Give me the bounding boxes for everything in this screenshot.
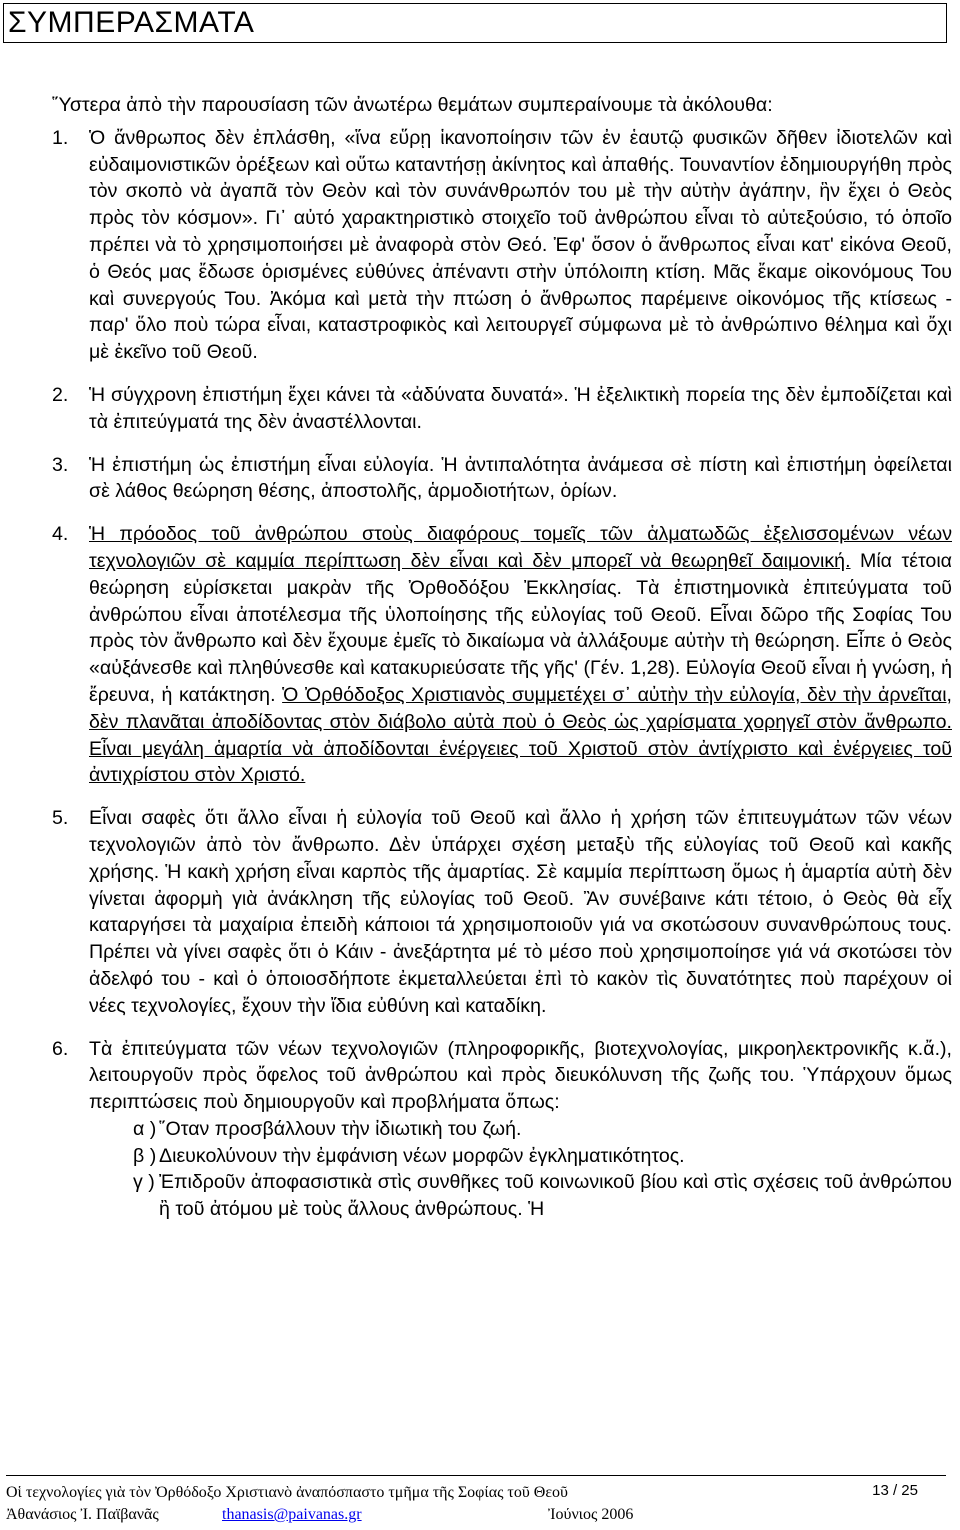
list-item-3 xyxy=(52,452,952,506)
footer-email-link[interactable]: thanasis@paivanas.gr xyxy=(222,1506,362,1523)
sub-item-a xyxy=(133,1116,952,1143)
item-text: Τὰ ἐπιτεύγματα τῶν νέων τεχνολογιῶν (πληροφορικῆς, βιοτεχνολογίας, μικροηλεκτρονικῆς κ.ἄ.), λειτουργοῦν πρὸς ὄφελος τοῦ ἀνθρώπου καὶ πρὸς διευκόλυνση τῆς ζωῆς του. Ὑπάρχουν ὅμως περιπτώσεις ποὺ δημιουργοῦν καὶ προβλήματα ὅπως: xyxy=(89,1037,952,1114)
document-body xyxy=(52,92,952,1223)
footer-author: Ἀθανάσιος Ἰ. Παϊβανᾶς xyxy=(6,1506,159,1523)
item-text xyxy=(89,521,952,789)
plain-text: Μία τέτοια θεώρηση εὑρίσκεται μακρὰν τῆς Ὀρθοδόξου Ἐκκλησίας. Τὰ ἐπιστημονικὰ ἐπιτεύγματα τοῦ ἀνθρώπου εἶναι ἀποτέλεσμα τῆς ὑλοποίησης τῆς εὐλογίας τοῦ Θεοῦ. Εἶναι δῶρο τῆς Σοφίας Του πρὸς τὸν ἄνθρωπο καὶ δὲν ἔχουμε ἐμεῖς τὸ δικαίωμα νὰ ἀλλάξουμε αὐτὴν τὴ θεώρηση. Εἶπε ὁ Θεὸς «αὐξάνεσθε καὶ πληθύνεσθε καὶ κατακυριεύσατε τῆς γῆς' (Γέν. 1,28). Εὐλογία Θεοῦ εἶναι ἡ γνώση, ἡ ἔρευνα, ἡ κατάκτηση. xyxy=(89,549,952,706)
sub-list xyxy=(89,1116,952,1223)
item-number: 1. xyxy=(52,126,69,149)
item-number: 6. xyxy=(52,1037,69,1060)
list-item-6 xyxy=(52,1036,952,1224)
sub-marker: α ) xyxy=(133,1117,157,1140)
footer-title: Οἱ τεχνολογίες γιὰ τὸν Ὀρθόδοξο Χριστιανὸ ἀναπόσπαστο τμῆμα τῆς Σοφίας τοῦ Θεοῦ xyxy=(6,1484,568,1501)
sub-item-c xyxy=(133,1169,952,1223)
sub-text: ῞Οταν προσβάλλουν τὴν ἰδιωτικὴ του ζωή. xyxy=(159,1117,522,1140)
underlined-text: Ὁ Ὀρθόδοξος Χριστιανὸς συμμετέχει σ᾽ αὐτὴν τὴν εὐλογία, δὲν τὴν ἀρνεῖται, δὲν πλανᾶται ἀποδίδοντας στὸν διάβολο αὐτὰ ποὺ ὁ Θεὸς ὡς χαρίσματα χορηγεῖ στὸν ἄνθρωπο. Εἶναι μεγάλη ἁμαρτία νὰ ἀποδίδονται ἐνέργειες τοῦ Χριστοῦ στὸν ἀντίχριστο καὶ ἐνέργειες τοῦ ἀντιχρίστου στὸν Χριστό. xyxy=(89,683,953,787)
sub-text: Ἐπιδροῦν ἀποφασιστικὰ στὶς συνθῆκες τοῦ κοινωνικοῦ βίου καὶ στὶς σχέσεις τοῦ ἀνθρώπου ἢ τοῦ ἀτόμου μὲ τοὺς ἄλλους ἀνθρώπους. Ἡ xyxy=(159,1171,952,1221)
sub-text: Διευκολύνουν τὴν ἐμφάνιση νέων μορφῶν ἐγκληματικότητος. xyxy=(159,1144,685,1167)
list-item-4 xyxy=(52,521,952,789)
item-number: 2. xyxy=(52,383,69,406)
list-item-2 xyxy=(52,382,952,436)
item-number: 4. xyxy=(52,523,69,546)
item-number: 5. xyxy=(52,807,69,830)
item-text: Ἡ ἐπιστήμη ὡς ἐπιστήμη εἶναι εὐλογία. Ἡ ἀντιπαλότητα ἀνάμεσα σὲ πίστη καὶ ἐπιστήμη ὀφείλεται σὲ λάθος θεώρηση θέσης, ἀποστολῆς, ἁρμοδιοτήτων, ὁρίων. xyxy=(89,453,952,503)
page-footer xyxy=(6,1480,946,1528)
item-text: Εἶναι σαφὲς ὅτι ἄλλο εἶναι ἡ εὐλογία τοῦ Θεοῦ καὶ ἄλλο ἡ χρήση τῶν ἐπιτευγμάτων τῶν νέων τεχνολογιῶν ἀπὸ τὸν ἄνθρωπο. Δὲν ὑπάρχει σχέση μεταξὺ τῆς εὐλογίας τοῦ Θεοῦ καὶ κακῆς χρήσης. Ἡ κακὴ χρήση εἶναι καρπὸς τῆς ἁμαρτίας. Σὲ καμμία περίπτωση ὅμως ἡ ἁμαρτία αὐτὴ δὲν γίνεται ἀφορμὴ γιὰ ἀνάκληση τῆς εὐλογίας τοῦ Θεοῦ. Ἂν συνέβαινε κάτι τέτοιο, ὁ Θεὸς θὰ εἶχ καταργήσει τὰ μαχαίρια ἐπειδὴ κάποιοι τά χρησιμοποιοῦν γιά να σκοτώσουν συνανθρώπους τους. Πρέπει νὰ γίνει σαφὲς ὅτι ὁ Κάιν - ἀνεξάρτητα μέ τὸ μέσο ποὺ χρησιμοποίησε γιά νά σκοτώσει τὸν ἀδελφό του - καὶ ὁ ὁποιοσδήποτε ἐκμεταλλεύεται ἐπὶ τὸ κακὸν τὶς δυνατότητες ποὺ παρέχουν οἱ νέες τεχνολογίες, ἔχουν τὴν ἴδια εὐθύνη καὶ καταδίκη. xyxy=(89,807,952,1017)
footer-date: Ἰούνιος 2006 xyxy=(548,1506,634,1523)
intro-paragraph: ῞Υστερα ἀπὸ τὴν παρουσίαση τῶν ἀνωτέρω θεμάτων συμπεραίνουμε τὰ ἀκόλουθα: xyxy=(52,94,773,116)
item-number: 3. xyxy=(52,453,69,476)
item-text: Ἡ σύγχρονη ἐπιστήμη ἔχει κάνει τὰ «ἀδύνατα δυνατά». Ἡ ἐξελικτικὴ πορεία της δὲν ἐμποδίζεται καὶ τὰ ἐπιτεύγματά της δὲν ἀναστέλλονται. xyxy=(89,383,952,433)
list-item-5 xyxy=(52,805,952,1019)
sub-item-b xyxy=(133,1143,952,1170)
page-number: 13 / 25 xyxy=(872,1482,918,1499)
sub-marker: β ) xyxy=(133,1144,157,1167)
sub-marker: γ ) xyxy=(133,1171,155,1194)
page-title: ΣΥΜΠΕΡΑΣΜΑΤΑ xyxy=(3,3,947,43)
underlined-text: Ἡ πρόοδος τοῦ ἀνθρώπου στοὺς διαφόρους τομεῖς τῶν ἁλματωδῶς ἐξελισσομένων νέων τεχνολογιῶν σὲ καμμία περίπτωση δὲν εἶναι καὶ δὲν μπορεῖ νὰ θεωρηθεῖ δαιμονική. xyxy=(89,523,952,572)
list-item-1 xyxy=(52,125,952,366)
footer-divider xyxy=(6,1475,946,1476)
item-text: Ὁ ἄνθρωπος δὲν ἐπλάσθη, «ἵνα εὕρῃ ἱκανοποίησιν τῶν ἐν ἑαυτῷ φυσικῶν δῆθεν ἰδιοτελῶν καὶ εὐδαιμονιστικῶν ὀρέξεων καὶ οὕτω καταντήσῃ ἀκίνητος καὶ ἀπαθής. Τουναντίον ἐδημιουργήθη πρὸς τὸν σκοπὸ νὰ ἀγαπᾶ τὸν Θεὸν καὶ τὸν συνάνθρωπόν του μὲ τὴν αὐτὴν ἀγάπην, ἣν ἔχει ὁ Θεὸς πρὸς τὸν κόσμον». Γι᾽ αὐτό χαρακτηριστικὸ στοιχεῖο τοῦ ἀνθρώπου εἶναι τὸ αὐτεξούσιο, τό ὁποῖο πρέπει νὰ τὸ χρησιμοποιήσει μὲ ἀναφορὰ στὸν Θεό. Ἐφ' ὅσον ὁ ἄνθρωπος εἶναι κατ' εἰκόνα Θεοῦ, ὁ Θεός μας ἔδωσε ὁρισμένες εὐθύνες ἀπέναντι στὴν ὑπόλοιπη κτίση. Μᾶς ἔκαμε οἰκονόμους Του καὶ συνεργούς Του. Ἀκόμα καὶ μετὰ τὴν πτώση ὁ ἄνθρωπος παρέμεινε οἰκονόμος τῆς κτίσεως - παρ' ὅλο ποὺ τώρα εἶναι, καταστροφικὸς καὶ λειτουργεῖ σύμφωνα μὲ τὸ ἀνθρώπινο θέλημα καὶ ὄχι μὲ ἐκεῖνο τοῦ Θεοῦ. xyxy=(89,126,952,364)
